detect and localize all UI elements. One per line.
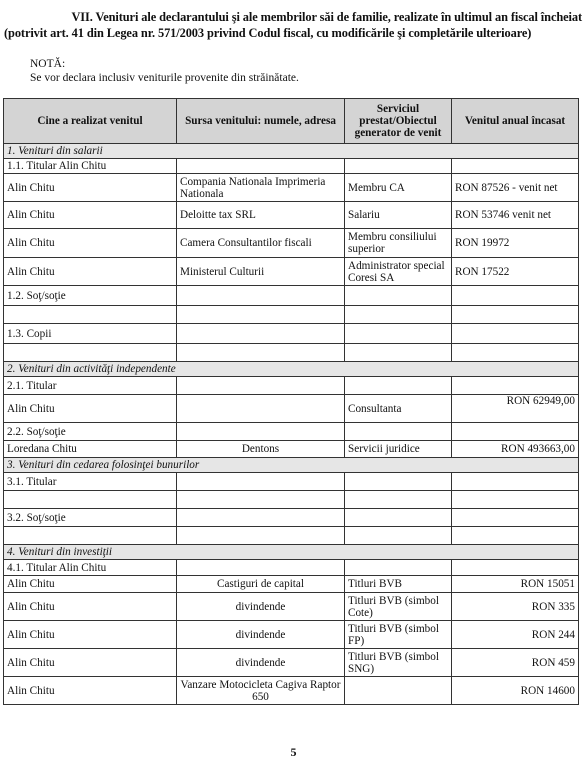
table-row [4, 344, 579, 362]
cell-service [345, 527, 452, 545]
table-row [4, 649, 579, 677]
cell-income: RON 19972 [452, 229, 579, 258]
cell-who: Alin Chitu [4, 202, 177, 229]
table-row [4, 527, 579, 545]
table-row [4, 576, 579, 593]
cell-income [452, 423, 579, 441]
header-service: Serviciul prestat/Obiectul generator de venit [345, 99, 452, 144]
section-label: 2. Venituri din activităţi independente [4, 362, 579, 377]
section-label: 1. Venituri din salarii [4, 144, 579, 159]
cell-source [177, 159, 345, 174]
table-row [4, 560, 579, 576]
cell-income [452, 491, 579, 509]
table-row [4, 324, 579, 344]
cell-income: RON 459 [452, 649, 579, 677]
cell-income: RON 17522 [452, 258, 579, 286]
cell-service: Servicii juridice [345, 441, 452, 458]
cell-income [452, 509, 579, 527]
cell-source [177, 473, 345, 491]
cell-who [4, 527, 177, 545]
section-label: 3. Venituri din cedarea folosinţei bunurilor [4, 458, 579, 473]
table-row [4, 473, 579, 491]
table-row [4, 491, 579, 509]
note [30, 57, 299, 85]
cell-service: Titluri BVB (simbol FP) [345, 621, 452, 649]
table-row [4, 159, 579, 174]
cell-service [345, 491, 452, 509]
cell-source: Castiguri de capital [177, 576, 345, 593]
cell-source: divindende [177, 621, 345, 649]
table-row [4, 509, 579, 527]
cell-source [177, 527, 345, 545]
cell-who: Alin Chitu [4, 229, 177, 258]
cell-service [345, 377, 452, 395]
cell-source: Ministerul Culturii [177, 258, 345, 286]
cell-source [177, 395, 345, 423]
cell-service: Administrator special Coresi SA [345, 258, 452, 286]
section-title-line1: VII. Veniturі ale declarantului şi ale membrilor săi de familie, realizate în ultimul an fiscal încheiat [71, 10, 582, 24]
cell-source [177, 509, 345, 527]
note-text: Se vor declara inclusiv veniturile provenite din străinătate. [30, 72, 299, 84]
cell-service: Membru CA [345, 174, 452, 202]
cell-income [452, 473, 579, 491]
income-table [3, 98, 579, 705]
cell-income: RON 14600 [452, 677, 579, 705]
table-body [4, 144, 579, 705]
cell-service [345, 509, 452, 527]
cell-who: 3.1. Titular [4, 473, 177, 491]
cell-income [452, 324, 579, 344]
cell-income [452, 344, 579, 362]
cell-who: Alin Chitu [4, 621, 177, 649]
table-row [4, 377, 579, 395]
table-row [4, 621, 579, 649]
cell-service [345, 473, 452, 491]
cell-income [452, 527, 579, 545]
section-row [4, 144, 579, 159]
section-row [4, 362, 579, 377]
header-who: Cine a realizat venitul [4, 99, 177, 144]
table-row [4, 306, 579, 324]
cell-income: RON 15051 [452, 576, 579, 593]
cell-income: RON 493663,00 [452, 441, 579, 458]
section-title-line2: (potrivit art. 41 din Legea nr. 571/2003 privind Codul fiscal, cu modificările şi completările ulterioare) [4, 26, 532, 40]
cell-source [177, 286, 345, 306]
header-source: Sursa venitului: numele, adresa [177, 99, 345, 144]
cell-who: Alin Chitu [4, 593, 177, 621]
cell-source: divindende [177, 593, 345, 621]
cell-source: Deloitte tax SRL [177, 202, 345, 229]
cell-who: Alin Chitu [4, 174, 177, 202]
cell-who: Alin Chitu [4, 395, 177, 423]
cell-who: 1.3. Copii [4, 324, 177, 344]
cell-service: Titluri BVB [345, 576, 452, 593]
cell-income: RON 53746 venit net [452, 202, 579, 229]
cell-who: Loredana Chitu [4, 441, 177, 458]
header-row [4, 99, 579, 144]
cell-source [177, 423, 345, 441]
cell-service: Titluri BVB (simbol SNG) [345, 649, 452, 677]
cell-service: Membru consiliului superior [345, 229, 452, 258]
note-label: NOTĂ: [30, 58, 66, 70]
header-income: Venitul anual încasat [452, 99, 579, 144]
cell-service: Consultanta [345, 395, 452, 423]
cell-service: Titluri BVB (simbol Cote) [345, 593, 452, 621]
cell-service [345, 344, 452, 362]
cell-income [452, 560, 579, 576]
cell-source [177, 491, 345, 509]
table-row [4, 677, 579, 705]
cell-source: Compania Nationala Imprimeria Nationala [177, 174, 345, 202]
section-row [4, 545, 579, 560]
cell-who: 2.1. Titular [4, 377, 177, 395]
page-number: 5 [290, 745, 297, 759]
section-row [4, 458, 579, 473]
cell-income [452, 306, 579, 324]
cell-who: 1.2. Soţ/soţie [4, 286, 177, 306]
cell-who [4, 306, 177, 324]
cell-service [345, 159, 452, 174]
cell-income [452, 159, 579, 174]
section-label: 4. Venituri din investiţii [4, 545, 579, 560]
table-row [4, 441, 579, 458]
cell-source [177, 344, 345, 362]
cell-service: Salariu [345, 202, 452, 229]
cell-service [345, 677, 452, 705]
table-row [4, 286, 579, 306]
cell-income: RON 87526 - venit net [452, 174, 579, 202]
cell-source: Camera Consultantilor fiscali [177, 229, 345, 258]
cell-who: Alin Chitu [4, 576, 177, 593]
cell-source: Vanzare Motocicleta Cagiva Raptor 650 [177, 677, 345, 705]
cell-who: 4.1. Titular Alin Chitu [4, 560, 177, 576]
cell-source: Dentons [177, 441, 345, 458]
cell-who [4, 344, 177, 362]
cell-income [452, 286, 579, 306]
cell-service [345, 306, 452, 324]
cell-source: divindende [177, 649, 345, 677]
table-row [4, 423, 579, 441]
cell-service [345, 324, 452, 344]
cell-who [4, 491, 177, 509]
cell-service [345, 560, 452, 576]
cell-income: RON 62949,00 [452, 395, 579, 423]
table-row [4, 395, 579, 423]
table-row [4, 174, 579, 202]
cell-source [177, 560, 345, 576]
cell-who: 3.2. Soţ/soţie [4, 509, 177, 527]
cell-source [177, 377, 345, 395]
cell-who: Alin Chitu [4, 677, 177, 705]
table-row [4, 202, 579, 229]
cell-service [345, 423, 452, 441]
cell-who: Alin Chitu [4, 649, 177, 677]
cell-income: RON 335 [452, 593, 579, 621]
table-row [4, 258, 579, 286]
cell-income: RON 244 [452, 621, 579, 649]
table-row [4, 593, 579, 621]
section-title [4, 9, 582, 41]
cell-who: Alin Chitu [4, 258, 177, 286]
cell-who: 1.1. Titular Alin Chitu [4, 159, 177, 174]
cell-source [177, 324, 345, 344]
cell-source [177, 306, 345, 324]
cell-income [452, 377, 579, 395]
cell-who: 2.2. Soţ/soţie [4, 423, 177, 441]
cell-service [345, 286, 452, 306]
table-row [4, 229, 579, 258]
